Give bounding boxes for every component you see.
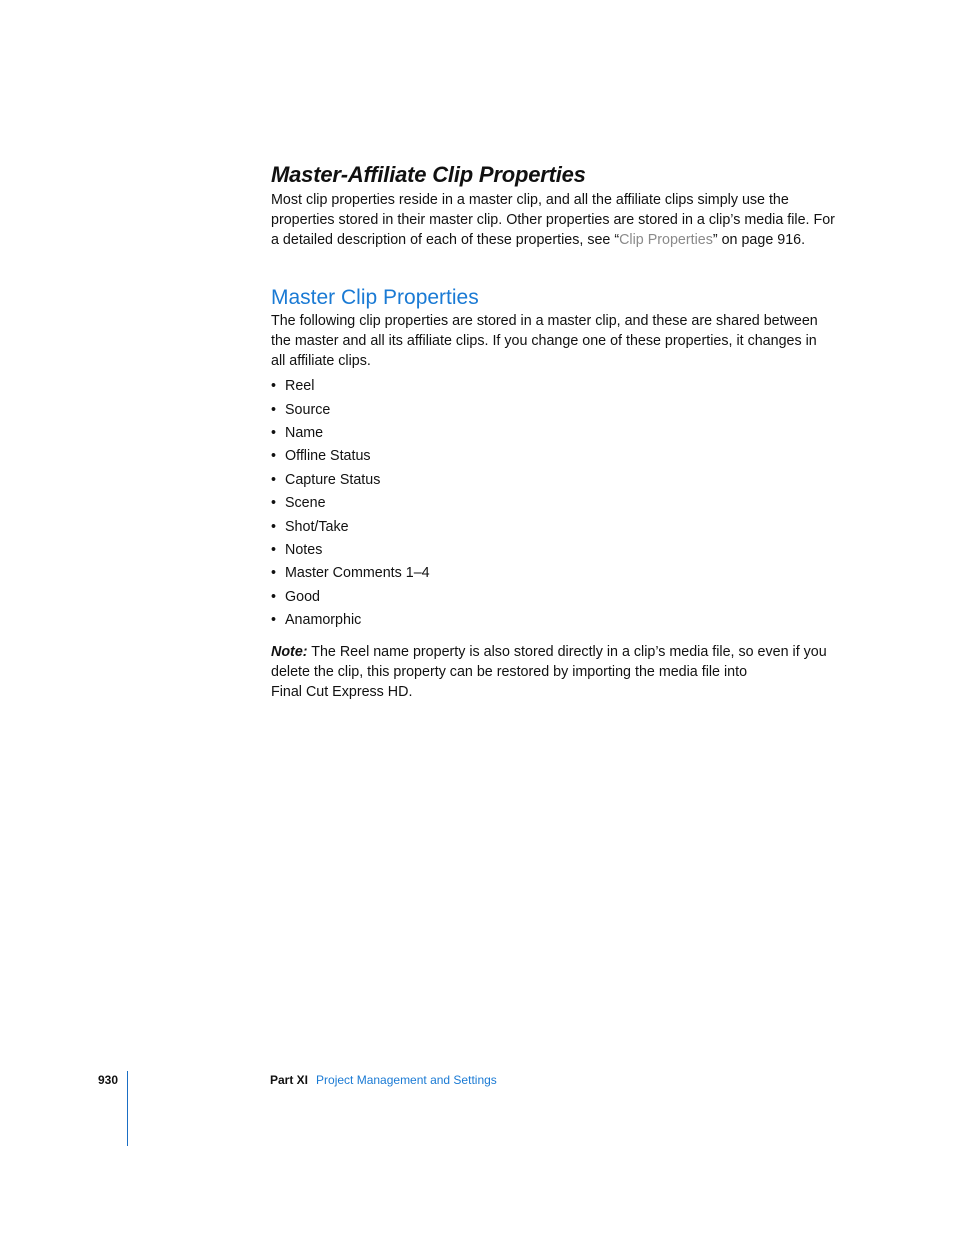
intro-paragraph [271,190,835,251]
list-item [271,469,831,492]
list-item [271,375,831,398]
list-item-label: Capture Status [285,471,381,488]
intro-text: ” on page 916. [712,232,806,249]
bullet-icon: • [271,448,277,465]
page-number: 930 [98,1073,119,1087]
list-item [271,492,831,515]
list-item-label: Master Comments 1–4 [285,565,430,582]
intro-line [271,230,831,250]
list-item-label: Good [285,588,320,605]
bullet-icon: • [271,542,277,559]
list-item [271,609,831,632]
footer-divider [127,1071,128,1146]
subsection-paragraph [271,311,831,372]
list-item-label: Scene [285,495,326,512]
subsection-title: Master Clip Properties [271,285,479,309]
list-item-label: Reel [285,378,315,395]
note-label: Note: [271,643,308,660]
list-item [271,399,831,422]
intro-line: Most clip properties reside in a master clip, and all the affiliate clips simply use the [271,192,789,208]
note-line [271,642,831,662]
list-item [271,516,831,539]
list-item [271,445,831,468]
bullet-icon: • [271,471,277,488]
bullet-icon: • [271,495,277,512]
section-title: Master-Affiliate Clip Properties [271,162,586,187]
list-item [271,422,831,445]
list-item [271,562,831,585]
list-item-label: Anamorphic [285,612,362,629]
footer-part [270,1073,497,1087]
body-line: The following clip properties are stored in a master clip, and these are shared between [271,312,818,329]
body-line: all affiliate clips. [271,353,371,370]
intro-text: a detailed description of each of these properties, see “ [271,232,620,249]
list-item-label: Notes [285,542,323,559]
bullet-icon: • [271,588,277,605]
bullet-icon: • [271,378,277,395]
clip-properties-link[interactable]: Clip Properties [619,232,713,249]
list-item-label: Name [285,425,324,442]
bullet-icon: • [271,612,277,629]
part-label: Part XI [270,1073,309,1087]
list-item-label: Shot/Take [285,518,349,535]
body-line: the master and all its affiliate clips. If you change one of these properties, it changes in [271,332,817,349]
note-line: Final Cut Express HD. [271,684,413,701]
bullet-icon: • [271,401,277,418]
list-item [271,539,831,562]
bullet-icon: • [271,518,277,535]
note-line: delete the clip, this property can be restored by importing the media file into [271,663,748,680]
part-title-link[interactable]: Project Management and Settings [316,1073,497,1087]
bullet-icon: • [271,425,277,442]
page-content [271,160,835,702]
list-item-label: Source [285,401,331,418]
note-paragraph [271,642,831,703]
list-item-label: Offline Status [285,448,371,465]
note-text: The Reel name property is also stored directly in a clip’s media file, so even if you [307,643,827,660]
property-list [271,375,831,632]
bullet-icon: • [271,565,277,582]
list-item [271,586,831,609]
intro-line: properties stored in their master clip. Other properties are stored in a clip’s media file. For [271,212,835,229]
